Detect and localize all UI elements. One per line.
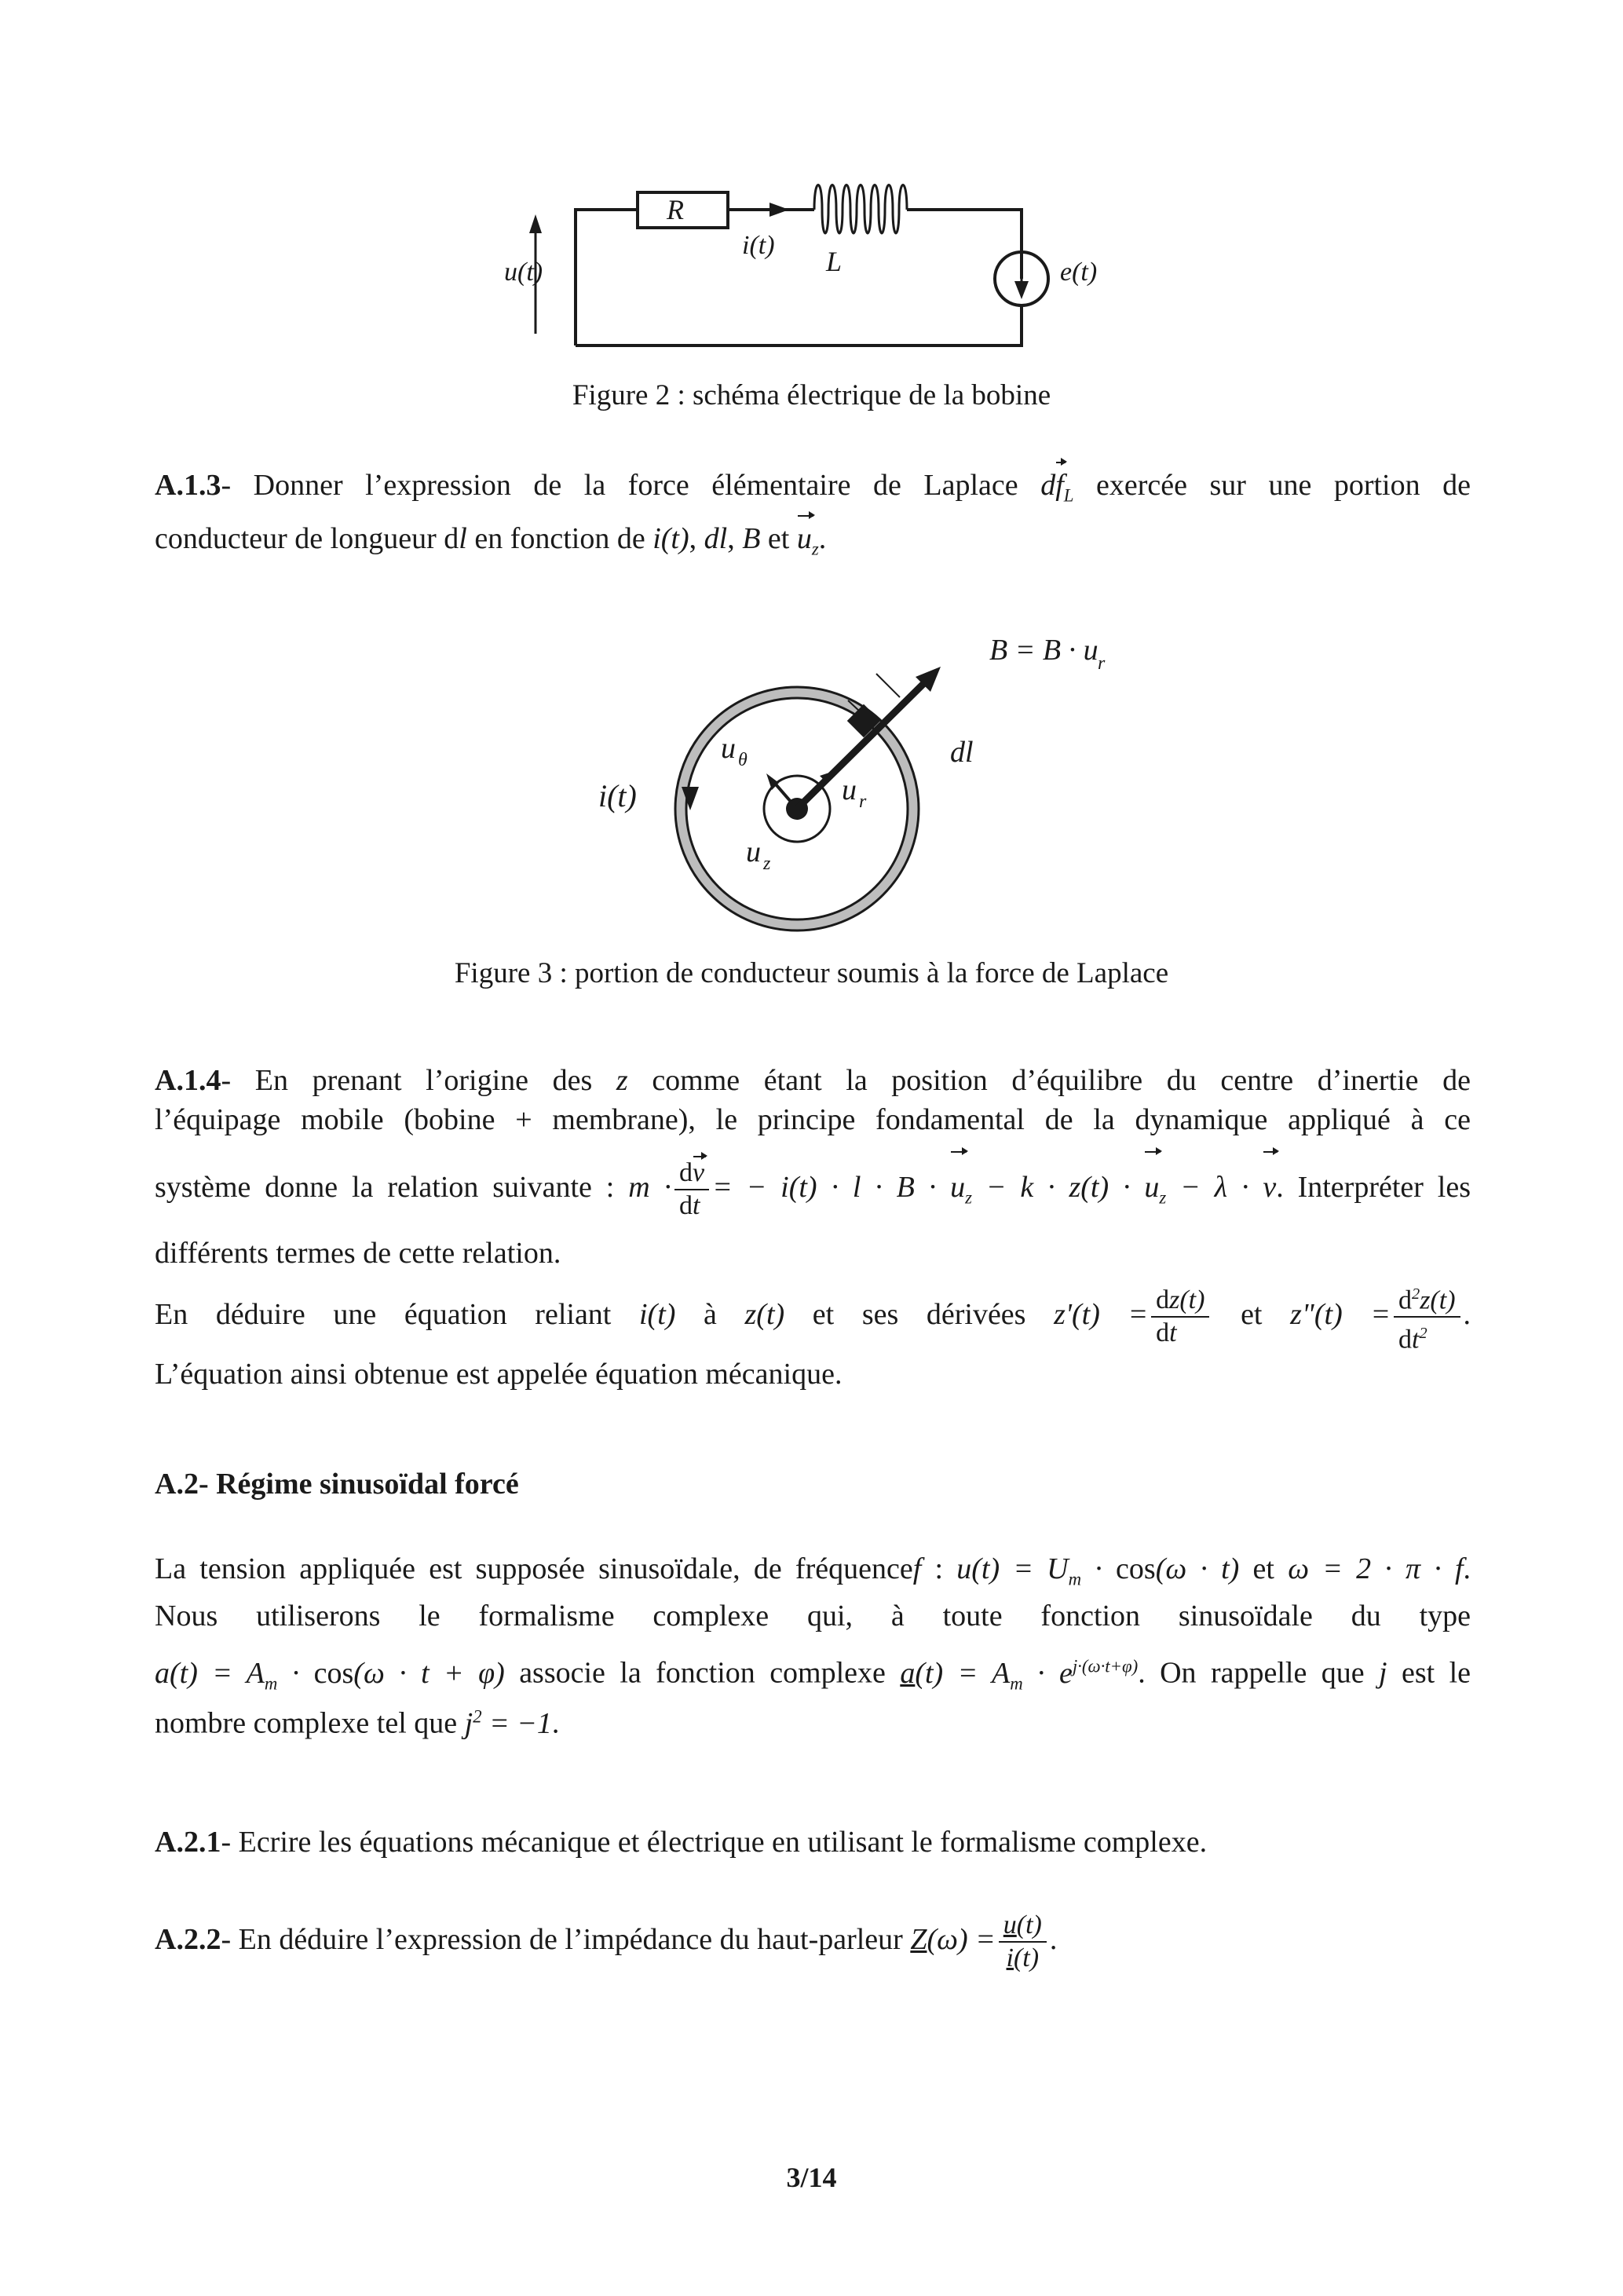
svg-text:θ: θ — [738, 750, 748, 770]
math-impedance: Z(ω) = $\frac{u(t)}{i(t)}$ — [910, 1923, 1050, 1956]
label-u-r: u — [842, 773, 857, 806]
question-a13-line1: A.1.3- Donner l’expression de la force élémentaire de Laplace $df_L$ exercée sur une portion de — [155, 463, 1471, 518]
label-i: i(t) — [598, 778, 637, 813]
figure-3-caption: Figure 3 : portion de conducteur soumis à la force de Laplace — [454, 957, 1169, 989]
label-i: i(t) — [742, 231, 775, 260]
question-a21: A.2.1- Ecrire les équations mécanique et électrique en utilisant le formalisme complexe. — [155, 1826, 1208, 1859]
question-a14-line2: l’équipage mobile (bobine + membrane), le principe fondamental de la dynamique appliqué à ce — [155, 1103, 1471, 1136]
question-a13-line2: conducteur de longueur dl en fonction de i(t), dl, B et $u_z$. — [155, 517, 1471, 572]
label-u-z: u — [746, 835, 761, 868]
math-dfL: $df_L$ — [1040, 469, 1073, 502]
math-pfd: m · $\frac{dv}{dt}$ = − $i(t) \cdot l \cdot B \cdot u_z - k \cdot z(t) \cdot u_z - \lambda \cdot v$ — [628, 1171, 1276, 1204]
question-number: A.1.3 — [155, 469, 221, 502]
label-dl: dl — [950, 736, 974, 769]
question-a14-line6: L’équation ainsi obtenue est appelée équation mécanique. — [155, 1358, 843, 1391]
figure-3-conductor — [581, 605, 1225, 974]
para-a2-line4: nombre complexe tel que $j^2 = -1$. — [155, 1706, 560, 1740]
math-z-prime: z'(t) = $\frac{dz(t)}{dt}$ — [1054, 1298, 1212, 1331]
svg-text:z: z — [763, 854, 771, 874]
label-L: L — [826, 246, 843, 277]
figure-2-caption: Figure 2 : schéma électrique de la bobine — [572, 379, 1051, 411]
figure-2-circuit — [471, 169, 1146, 365]
label-e: e(t) — [1060, 258, 1098, 287]
arrow-current-icon — [769, 203, 789, 217]
section-a2-title: A.2- Régime sinusoïdal forcé — [155, 1468, 519, 1501]
label-u-theta: u — [721, 732, 736, 765]
question-a14-line5: En déduire une équation reliant i(t) à z(t) et ses dérivées z'(t) = $\frac{dz(t)}{dt}$ et z"(t) = $\frac{d^2z(t)}{dt^2}$ . — [155, 1278, 1471, 1356]
svg-text:r: r — [1098, 653, 1106, 674]
page-number: 3/14 — [786, 2162, 837, 2193]
math-z-second: z"(t) = $\frac{d^2z(t)}{dt^2}$ — [1290, 1298, 1463, 1331]
question-a14-line1: A.1.4- En prenant l’origine des z comme étant la position d’équilibre du centre d’inertie de — [155, 1064, 1471, 1097]
para-a2-line3: $a(t) = A_m \cdot \cos(\omega \cdot t + \varphi)$ associe la fonction complexe $a(t) = A_m \cdot e^{j\cdot(\omega\cdot t+\varphi)}$. On rappelle que j est le — [155, 1656, 1471, 1694]
arrow-e-icon — [1014, 281, 1029, 299]
para-a2-line2: Nous utiliserons le formalisme complexe qui, à toute fonction sinusoïdale du type — [155, 1600, 1471, 1632]
label-B: B = B · u — [989, 634, 1098, 667]
question-a14-line3: système donne la relation suivante : m · $\frac{dv}{dt}$ = − $i(t) \cdot l \cdot B \cdot u_z - k \cdot z(t) \cdot u_z - \lambda \cdot v$. Interpréter les — [155, 1153, 1471, 1233]
svg-text:r: r — [859, 792, 867, 812]
label-R: R — [667, 194, 684, 225]
question-a22: A.2.2- En déduire l’expression de l’impédance du haut-parleur Z(ω) = $\frac{u(t)}{i(t)}$ . — [155, 1910, 1058, 1973]
para-a2-line1: La tension appliquée est supposée sinusoïdale, de fréquencef : $u(t) = U_m \cdot \cos(\omega \cdot t)$ et ω = 2 · π · f. — [155, 1552, 1471, 1589]
arrow-u-icon — [529, 214, 542, 233]
inductor-coil-symbol — [814, 185, 907, 234]
question-a14-line4: différents termes de cette relation. — [155, 1237, 561, 1270]
label-u: u(t) — [504, 258, 543, 287]
